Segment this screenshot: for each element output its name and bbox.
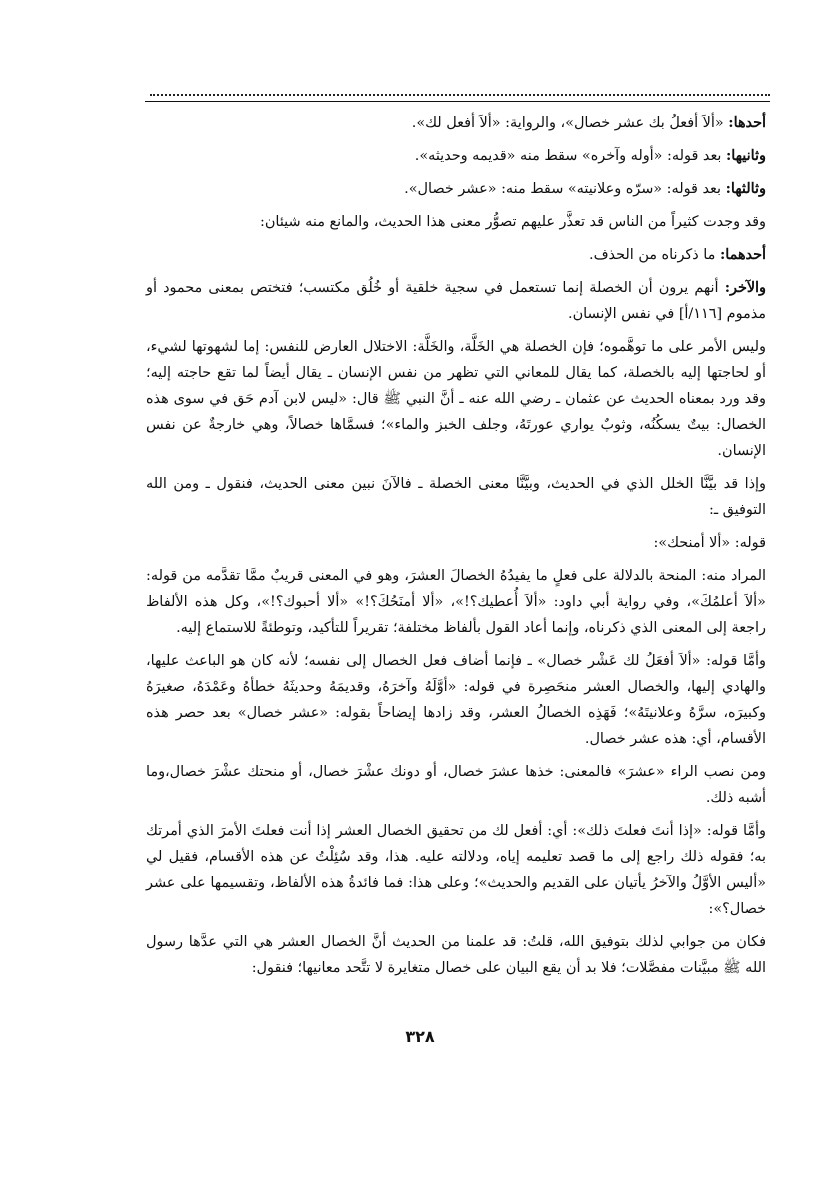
paragraph <box>146 242 766 268</box>
paragraph <box>146 209 766 235</box>
paragraph <box>146 275 766 327</box>
paragraph <box>146 334 766 464</box>
paragraph-text: وقد وجدت كثيراً من الناس قد تعذَّر عليهم تصوُّر معنى هذا الحديث، والمانع منه شيئان: <box>260 214 766 230</box>
paragraph <box>146 530 766 556</box>
header-dotted-line <box>150 84 770 96</box>
paragraph-text: أنهم يرون أن الخصلة إنما تستعمل في سجية خلقية أو خُلُق مكتسب؛ فتختص بمعنى محمود أو مذموم [١١٦/أ] في نفس الإنسان. <box>146 280 766 322</box>
body-text <box>146 110 766 988</box>
paragraph <box>146 818 766 922</box>
paragraph <box>146 176 766 202</box>
paragraph-lead: وثالثها: <box>725 180 766 197</box>
paragraph <box>146 648 766 752</box>
paragraph-text: قوله: «ألا أمنحك»: <box>653 535 766 551</box>
paragraph-lead: أحدها: <box>728 114 766 131</box>
paragraph <box>146 929 766 981</box>
paragraph <box>146 563 766 641</box>
paragraph <box>146 759 766 811</box>
paragraph-text: بعد قوله: «سرّه وعلانيته» سقط منه: «عشر خصال». <box>404 181 726 197</box>
paragraph-lead: أحدهما: <box>719 246 766 263</box>
paragraph-text: المراد منه: المنحة بالدلالة على فعلٍ ما يفيدُهُ الخصالَ العشرَ، وهو في المعنى قريبٌ ممَّا تقدَّمه من قوله: «ألاَ أعلمُكَ»، وفي رواية أبي داود: «ألاَ أُعطيك؟!»، «ألا أمنَحُكَ؟!» «ألا أحبوك؟!»، وكل هذه الألفاظ راجعة إلى المعنى الذي ذكرناه، وإنما أعاد القول بألفاظ مختلفة؛ تقريراً للتأكيد، وتوطئةً للاستماع إليه. <box>146 568 766 636</box>
paragraph-text: بعد قوله: «أوله وآخره» سقط منه «قديمه وحديثه». <box>414 148 726 164</box>
paragraph-text: وأمَّا قوله: «إذا أنتَ فعلتَ ذلك»: أي: أفعل لك من تحقيق الخصال العشر إذا أنت فعلتَ الأمرَ الذي أمرتك به؛ فقوله ذلك راجع إلى ما قصد تعليمه إياه، ودلالته عليه. هذا، وقد سُئِلْتُ عن هذه الأقسام، فقيل لي «أليس الأوَّلُ والآخرُ يأتيان على القديم والحديث»؛ وعلى هذا: فما فائدةُ هذه الألفاظ، وتقسيمها على عشر خصال؟»: <box>146 823 766 917</box>
paragraph <box>146 471 766 523</box>
paragraph-text: ما ذكرناه من الحذف. <box>589 247 720 263</box>
paragraph-lead: وثانيها: <box>725 147 766 164</box>
paragraph-text: وإذا قد بيَّنَّا الخلل الذي في الحديث، وبيَّنَّا معنى الخصلة ـ فالآنَ نبين معنى الحديث، فنقول ـ ومن الله التوفيق ـ: <box>146 476 766 518</box>
paragraph-text: وليس الأمر على ما توهَّموه؛ فإن الخصلة هي الخَلَّة، والخَلَّة: الاختلال العارض للنفس: إما لشهوتها لشيء، أو لحاجتها إليه بالخصلة، كما يقال للمعاني التي تظهر من نفس الإنسان ـ يقال أيضاً لما تقع حاجته إليه؛ وقد ورد بمعناه الحديث عن عثمان ـ رضي الله عنه ـ أنَّ النبي ﷺ قال: «ليس لابن آدم حَق في سوى هذه الخصال: بيتٌ يسكُنُه، وثوبٌ يواري عورتَهُ، وجلف الخبز والماء»؛ فسمَّاها خصالاً، وهي خارجةٌ عن نفس الإنسان. <box>146 339 766 459</box>
paragraph-text: وأمَّا قوله: «ألاَ أفعَلُ لك عَشْر خصال» ـ فإنما أضاف فعل الخصال إلى نفسه؛ لأنه كان هو الباعث عليها، والهادي إليها، والخصال العشر منحَصِرة في قوله: «أوَّلَهُ وآخرَهُ، وقديمَهُ وحديثَهُ خطأهُ وعَمْدَهُ، صغيرَهُ وكبيرَه، سرَّهُ وعلانيتَهُ»؛ فَهَذِه الخصالُ العشر، وقد زادها إيضاحاً بقوله: «عشر خصال» بعد حصر هذه الأقسام، أي: هذه عشر خصال. <box>146 653 766 747</box>
page-number: ٣٢٨ <box>405 1027 435 1046</box>
paragraph-text: فكان من جوابي لذلك بتوفيق الله، قلتُ: قد علمنا من الحديث أنَّ الخصال العشر هي التي عدَّها رسول الله ﷺ مبيَّنات مفصَّلات؛ فلا بد أن يقع البيان على خصال متغايرة لا تتَّحد معانيها؛ فنقول: <box>146 934 766 976</box>
paragraph <box>146 143 766 169</box>
paragraph-text: «ألاَ أفعلُ بك عشر خصال»، والرواية: «ألاَ أفعل لك». <box>411 115 729 131</box>
paragraph <box>146 110 766 136</box>
header-rule <box>145 101 770 102</box>
paragraph-lead: والآخر: <box>724 279 766 296</box>
paragraph-text: ومن نصب الراء «عشرَ» فالمعنى: خذها عشرَ خصال، أو دونك عشْرَ خصال، أو منحتك عشْرَ خصال،وما أشبه ذلك. <box>146 764 766 806</box>
